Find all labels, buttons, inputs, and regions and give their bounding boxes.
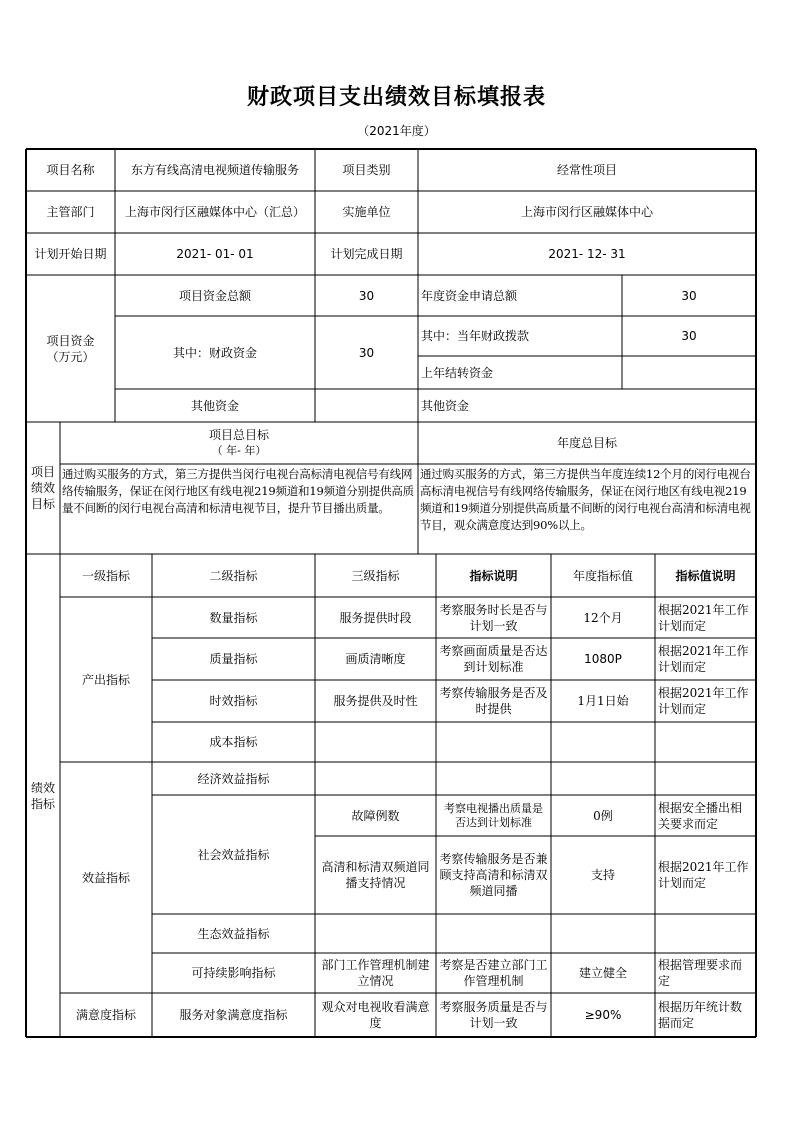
- total-value: 30: [358, 288, 375, 303]
- goals-label-text: 项目绩效目标: [30, 465, 55, 511]
- header-l3: 三级指标: [351, 568, 400, 583]
- project-type: 经常性项目: [556, 163, 617, 177]
- social-dual-value: 支持: [590, 868, 615, 882]
- output-quality-l2: 质量指标: [209, 652, 258, 666]
- other-label-right: 其他资金: [421, 398, 470, 413]
- sustain-l3: 部门工作管理机制建立情况: [321, 958, 430, 988]
- carry-label: 上年结转资金: [421, 365, 494, 380]
- overall-goal-label-line2: （ 年- 年）: [211, 444, 267, 457]
- fiscal-value: 30: [358, 345, 375, 360]
- project-name: 东方有线高清电视频道传输服务: [130, 163, 299, 177]
- satisfaction-l2: 服务对象满意度指标: [179, 1008, 288, 1022]
- overall-goal-label-line1: 项目总目标: [208, 428, 269, 442]
- output-quantity-value: 12个月: [583, 610, 623, 625]
- annual-value: 30: [681, 288, 697, 303]
- output-timing-desc: 考察传输服务是否及时提供: [439, 686, 548, 716]
- output-timing-value: 1月1日始: [577, 694, 629, 708]
- social-dual-desc: 考察传输服务是否兼顾支持高清和标清双频道同播: [439, 852, 548, 898]
- start-date: 2021- 01- 01: [176, 247, 254, 261]
- indicators-label: [26, 554, 60, 1037]
- sustain-desc: 考察是否建立部门工作管理机制: [439, 958, 548, 988]
- social-l2: 社会效益指标: [197, 847, 270, 862]
- output-quantity-l3: 服务提供时段: [339, 610, 412, 625]
- impl: 上海市闵行区融媒体中心: [520, 205, 653, 219]
- header-value: 年度指标值: [572, 568, 633, 583]
- output-quality-note: 根据2021年工作计划而定: [658, 644, 749, 674]
- output-timing-l3: 服务提供及时性: [333, 694, 418, 708]
- annual-goal-text: 通过购买服务的方式，第三方提供当年度连续12个月的闵行电视台高标清电视信号有线网络传输服务，保证在闵行地区有线电视219频道和19频道分别提供高质量不间断的闵行电视台高清和标清电视节目，观众满意度达到90%以上。: [420, 467, 751, 532]
- overall-goal-text: 通过购买服务的方式，第三方提供当闵行电视台高标清电视信号有线网络传输服务，保证在闵行地区有线电视219频道和19频道分别提供高质量不间断的闵行电视台高清和标清电视节目，提升节目播出质量。: [62, 467, 414, 515]
- header-desc: 指标说明: [469, 568, 518, 583]
- annual-label: 年度资金申请总额: [421, 288, 518, 303]
- output-quality-value: 1080P: [584, 652, 622, 666]
- satisfaction-l3: 观众对电视收看满意度: [321, 1000, 430, 1030]
- social-dual-note: 根据2021年工作计划而定: [658, 860, 749, 890]
- ecology-l2: 生态效益指标: [197, 926, 270, 941]
- header-l1: 一级指标: [81, 568, 130, 583]
- social-dual-l3: 高清和标清双频道同播支持情况: [321, 860, 430, 890]
- total-label: 项目资金总额: [178, 288, 251, 303]
- sustain-l2: 可持续影响指标: [191, 966, 276, 980]
- dept: 上海市闵行区融媒体中心（汇总）: [124, 205, 305, 219]
- header-l2: 二级指标: [209, 568, 258, 583]
- social-fault-note: 根据安全播出相关要求而定: [658, 800, 743, 831]
- output-timing-note: 根据2021年工作计划而定: [658, 686, 749, 716]
- dept-label: 主管部门: [46, 205, 95, 219]
- start-label: 计划开始日期: [34, 247, 107, 261]
- current-value: 30: [681, 329, 697, 343]
- output-quality-desc: 考察画面质量是否达到计划标准: [439, 644, 548, 674]
- sustain-note: 根据管理要求而定: [658, 958, 743, 988]
- annual-goal-label: 年度总目标: [556, 436, 617, 450]
- funds-label-line1: 项目资金: [46, 333, 95, 348]
- social-fault-desc: 考察电视播出质量是否达到计划标准: [444, 801, 543, 829]
- indicators-label-text: 绩效指标: [30, 780, 55, 811]
- funds-label-line2: （万元）: [46, 349, 95, 364]
- header-note: 指标值说明: [675, 568, 736, 583]
- social-fault-value: 0例: [593, 808, 613, 823]
- sustain-value: 建立健全: [578, 966, 627, 980]
- overall-goal-label: [60, 422, 418, 464]
- output-quantity-l2: 数量指标: [209, 610, 258, 625]
- end-label: 计划完成日期: [330, 247, 403, 261]
- goals-label: [26, 422, 60, 554]
- form-title: 财政项目支出绩效目标填报表: [246, 85, 546, 110]
- form-year: （2021年度）: [357, 124, 436, 138]
- satisfaction-note: 根据历年统计数据而定: [658, 1000, 743, 1030]
- end-date: 2021- 12- 31: [548, 247, 626, 261]
- current-label: 其中：当年财政拨款: [421, 329, 530, 343]
- satisfaction-label: 满意度指标: [75, 1008, 136, 1022]
- output-quantity-note: 根据2021年工作计划而定: [658, 602, 749, 633]
- output-label: 产出指标: [81, 672, 130, 687]
- project-name-label: 项目名称: [46, 163, 95, 177]
- satisfaction-value: ≥90%: [584, 1008, 622, 1022]
- output-timing-l2: 时效指标: [209, 694, 258, 708]
- output-cost-l2: 成本指标: [209, 735, 258, 749]
- funds-label: [26, 275, 115, 422]
- output-quantity-desc: 考察服务时长是否与计划一致: [439, 602, 548, 633]
- satisfaction-desc: 考察服务质量是否与计划一致: [439, 1000, 548, 1030]
- other-label-left: 其他资金: [190, 398, 239, 413]
- fiscal-label: 其中：财政资金: [172, 345, 257, 360]
- economic-l2: 经济效益指标: [197, 771, 270, 786]
- social-fault-l3: 故障例数: [351, 808, 400, 823]
- output-quality-l3: 画质清晰度: [345, 652, 406, 666]
- benefit-label: 效益指标: [81, 870, 130, 885]
- impl-label: 实施单位: [342, 205, 391, 219]
- project-type-label: 项目类别: [342, 163, 391, 177]
